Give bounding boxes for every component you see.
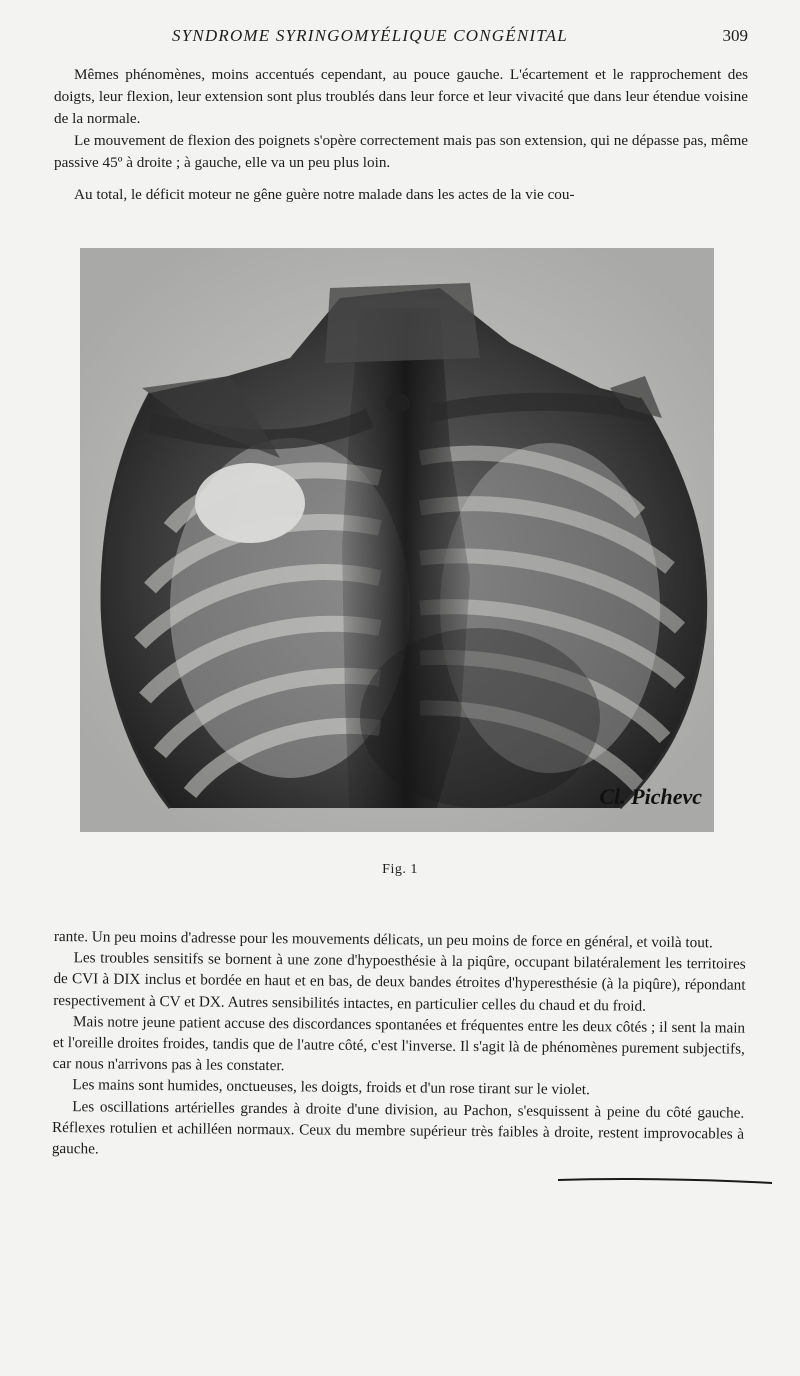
- paragraph: Les troubles sensitifs se bornent à une zone d'hypoesthésie à la piqûre, occupant bilatéralement les territoires de CVI à DIX inclus et bordée en haut et en bas, de deux bandes étroites d'hyperesthésie (à la piqûre), répondant respectivement à CV et DX. Autres sensibilités intactes, en particulier celles du chaud et du froid.: [53, 949, 746, 1015]
- paragraph: Les oscillations artérielles grandes à droite d'une division, au Pachon, s'esquissent à peine du côté gauche. Réflexes rotulien et achilléen normaux. Ceux du membre supérieur très faibles à droite, restent improvocables à gauche.: [51, 1097, 745, 1158]
- page-number: 309: [722, 26, 748, 45]
- running-head: [0, 26, 800, 50]
- body-text-bottom: [52, 926, 746, 1166]
- paragraph: Au total, le déficit moteur ne gêne guère notre malade dans les actes de la vie cou-: [74, 186, 575, 203]
- chest-xray-image: [80, 248, 714, 832]
- body-text-top: [54, 64, 748, 206]
- paragraph: Mêmes phénomènes, moins accentués cependant, au pouce gauche. L'écartement et le rapprochement des doigts, leur flexion, leur extension sont plus troublés dans leur force et leur vivacité que dans leur étendue voisine de la normale.: [54, 66, 748, 127]
- paragraph: Mais notre jeune patient accuse des discordances spontanées et fréquentes entre les deux côtés ; il sent la main et l'oreille droites froides, tandis que de l'autre côté, c'est l'inverse. Il s'agit là de phénomènes purement subjectifs, car nous n'arrivons pas à les constater.: [52, 1013, 746, 1075]
- running-title: SYNDROME SYRINGOMYÉLIQUE CONGÉNITAL: [172, 26, 568, 45]
- xray-figure: [80, 248, 714, 832]
- handwritten-underline: [556, 1176, 774, 1186]
- figure-caption: Fig. 1: [382, 862, 418, 877]
- signature: Cl. Pichevc: [599, 784, 702, 809]
- paragraph: Le mouvement de flexion des poignets s'opère correctement mais pas son extension, qui ne dépasse pas, même passive 45º à droite ; à gauche, elle va un peu plus loin.: [54, 132, 748, 171]
- paragraph: rante. Un peu moins d'adresse pour les mouvements délicats, un peu moins de force en général, et voilà tout.: [53, 927, 713, 952]
- paragraph: Les mains sont humides, onctueuses, les doigts, froids et d'un rose tirant sur le violet.: [72, 1076, 590, 1099]
